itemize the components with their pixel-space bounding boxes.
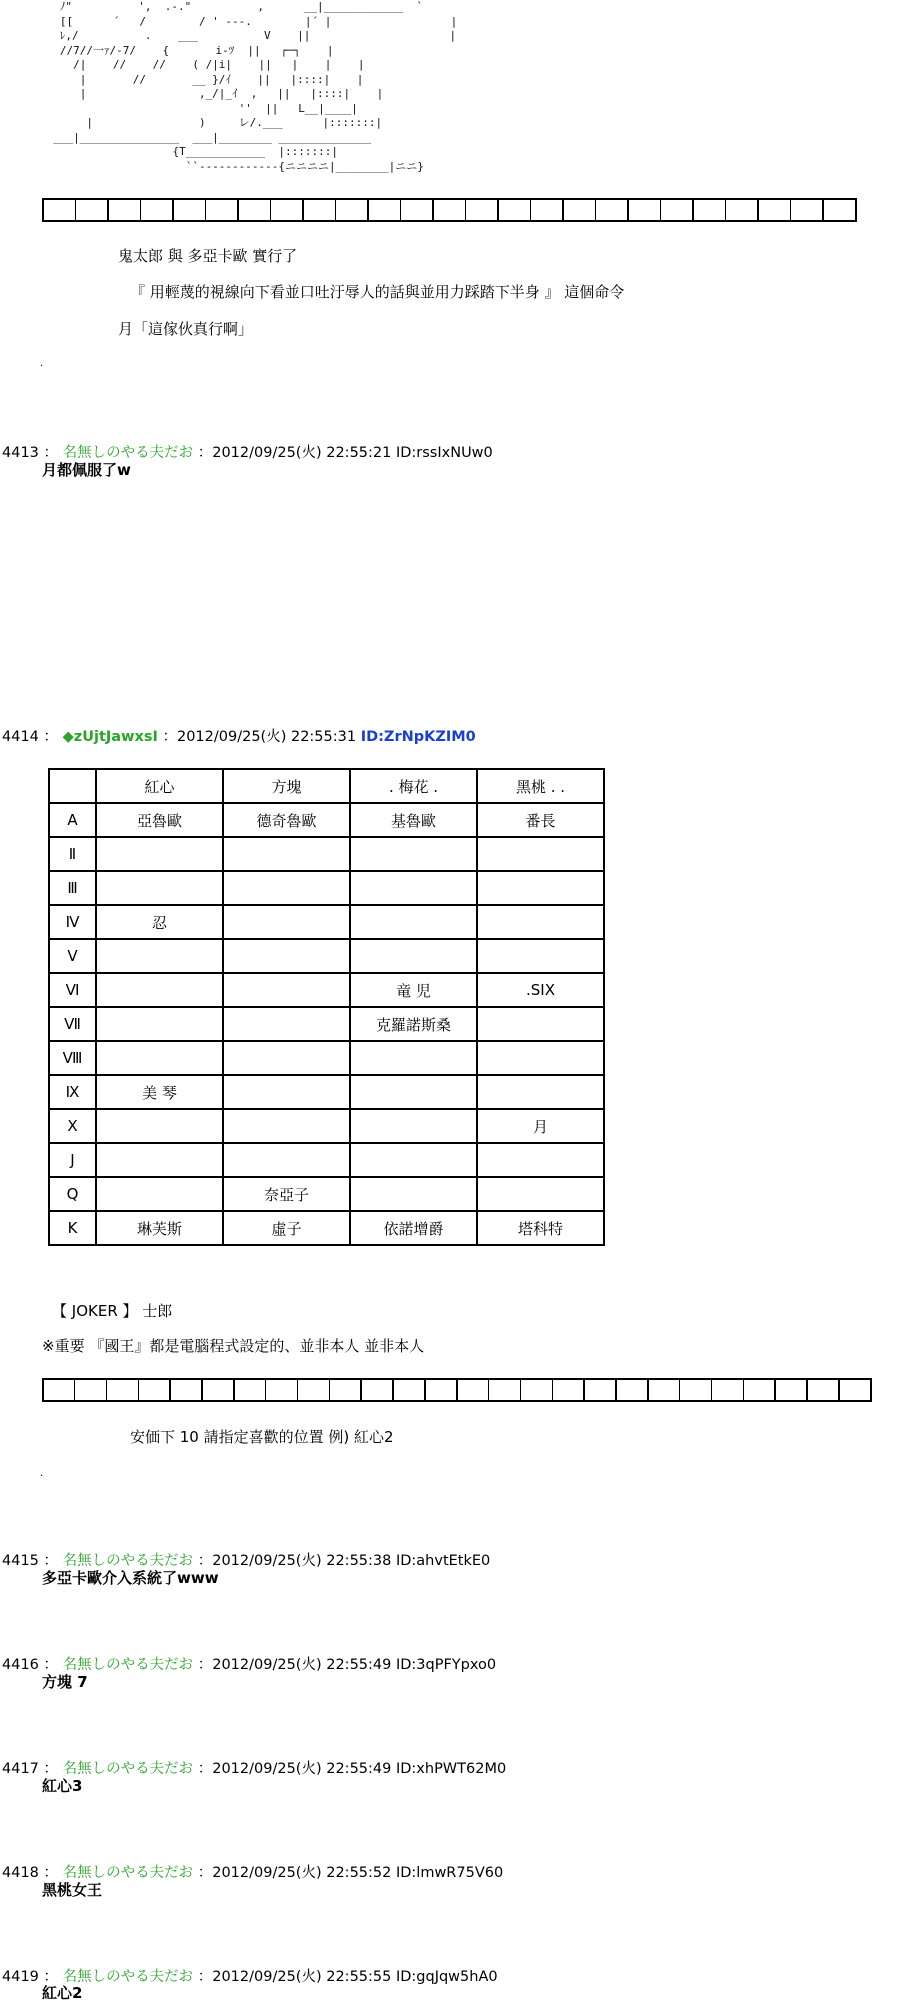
row-label-cell: Ⅹ	[49, 1109, 96, 1143]
table-row	[49, 905, 604, 939]
table-cell	[223, 939, 350, 973]
table-cell	[96, 1041, 223, 1075]
ruler-tick	[855, 200, 857, 220]
poster-name[interactable]: 名無しのやる夫だお	[62, 1865, 194, 1881]
ascii-art-line: '' || L__|____|	[40, 101, 358, 115]
ruler-tick	[360, 1380, 362, 1400]
ruler-tick	[743, 1380, 745, 1400]
table-cell	[96, 1143, 223, 1177]
divider-rule-bottom	[42, 1378, 872, 1402]
ruler-tick	[42, 200, 44, 220]
separator-dot: .	[40, 358, 44, 369]
table-header-cell: . 梅花 .	[350, 769, 477, 803]
table-row	[49, 1075, 604, 1109]
post-body: 月都佩服了w	[42, 461, 131, 479]
ascii-art-line: ``------------{ニニニニ|________|ニニ}	[40, 159, 424, 173]
ruler-tick	[660, 200, 662, 220]
ruler-tick	[335, 200, 337, 220]
ruler-tick	[233, 1380, 235, 1400]
table-cell	[477, 1007, 604, 1041]
ruler-tick	[138, 1380, 140, 1400]
table-cell: 亞魯歐	[96, 803, 223, 837]
ruler-tick	[140, 200, 142, 220]
table-cell	[96, 871, 223, 905]
ruler-tick	[822, 200, 824, 220]
ruler-tick	[497, 200, 499, 220]
poster-name[interactable]: 名無しのやる夫だお	[62, 445, 194, 461]
table-cell: 琳芙斯	[96, 1211, 223, 1245]
ruler-tick	[790, 200, 792, 220]
ruler-tick	[627, 200, 629, 220]
ascii-art-line: | ) レ/.___ |:::::::|	[40, 116, 383, 129]
table-row	[49, 939, 604, 973]
post-body: 多亞卡歐介入系統了www	[42, 1569, 219, 1587]
ascii-art-line: ﾚ,/ . ___ V || |	[40, 29, 457, 42]
table-cell: 依諾增爵	[350, 1211, 477, 1245]
ruler-tick	[392, 1380, 394, 1400]
table-cell	[96, 837, 223, 871]
poster-name[interactable]: 名無しのやる夫だお	[62, 1969, 194, 1985]
row-label-cell: Q	[49, 1177, 96, 1211]
ruler-tick	[552, 1380, 554, 1400]
table-cell: 虛子	[223, 1211, 350, 1245]
row-label-cell: Ⅱ	[49, 837, 96, 871]
post-header: 4419 ： 名無しのやる夫だお ：2012/09/25(火) 22:55:55 ID:gqJqw5hA0	[2, 1969, 498, 1985]
table-cell	[477, 905, 604, 939]
table-header-cell: 紅心	[96, 769, 223, 803]
ruler-tick	[838, 1380, 840, 1400]
post-header: 4413 ： 名無しのやる夫だお ：2012/09/25(火) 22:55:21 ID:rssIxNUw0	[2, 445, 493, 461]
ascii-art-line: //7//一ｧ/-7/ { i-ﾂ || ┌─┐ |	[40, 43, 334, 57]
table-cell: 竜 児	[350, 973, 477, 1007]
ruler-tick	[465, 200, 467, 220]
table-cell	[350, 837, 477, 871]
row-label-cell: Ⅳ	[49, 905, 96, 939]
poster-trip[interactable]: ◆zUjtJawxsI	[62, 729, 158, 745]
ruler-tick	[106, 1380, 108, 1400]
ruler-tick	[107, 200, 109, 220]
table-cell: 塔科特	[477, 1211, 604, 1245]
ascii-art-line: | ,_/|_ｲ , || |::::| |	[40, 87, 384, 100]
ruler-tick	[74, 1380, 76, 1400]
ascii-art-line: ﾉ" ', .-." , __|____________ `	[40, 0, 423, 13]
ruler-tick	[432, 200, 434, 220]
table-cell	[477, 939, 604, 973]
table-cell	[223, 1143, 350, 1177]
row-label-cell: J	[49, 1143, 96, 1177]
ruler-tick	[562, 200, 564, 220]
ruler-tick	[647, 1380, 649, 1400]
row-label-cell: Ⅵ	[49, 973, 96, 1007]
row-label-cell: A	[49, 803, 96, 837]
ruler-tick	[711, 1380, 713, 1400]
table-row	[49, 1041, 604, 1075]
row-label-cell: Ⅷ	[49, 1041, 96, 1075]
ruler-tick	[270, 200, 272, 220]
narration-line-3: 月「這傢伙真行啊」	[118, 320, 254, 338]
row-label-cell: Ⅲ	[49, 871, 96, 905]
post-header: 4418 ： 名無しのやる夫だお ：2012/09/25(火) 22:55:52 ID:lmwR75V60	[2, 1865, 504, 1881]
ruler-tick	[615, 1380, 617, 1400]
row-label-cell: K	[49, 1211, 96, 1245]
table-cell	[477, 1075, 604, 1109]
separator-dot: .	[40, 1468, 44, 1479]
table-header-cell: 方塊	[223, 769, 350, 803]
table-cell	[477, 837, 604, 871]
ruler-tick	[806, 1380, 808, 1400]
table-cell: 番長	[477, 803, 604, 837]
table-row	[49, 1007, 604, 1041]
table-row	[49, 1177, 604, 1211]
table-row	[49, 1143, 604, 1177]
ruler-tick	[679, 1380, 681, 1400]
table-header-row	[49, 769, 604, 803]
ruler-tick	[520, 1380, 522, 1400]
table-cell	[223, 871, 350, 905]
table-cell	[350, 1177, 477, 1211]
ascii-art	[40, 0, 457, 174]
ruler-tick	[302, 200, 304, 220]
table-row	[49, 1211, 604, 1245]
divider-rule-top	[42, 198, 857, 222]
ascii-art-line: /| // // ( /|i| || | | |	[40, 58, 365, 71]
ruler-tick	[169, 1380, 171, 1400]
table-cell	[477, 1041, 604, 1075]
table-cell	[477, 871, 604, 905]
table-cell: 忍	[96, 905, 223, 939]
ruler-tick	[329, 1380, 331, 1400]
table-cell: 奈亞子	[223, 1177, 350, 1211]
poster-name[interactable]: 名無しのやる夫だお	[62, 1657, 194, 1673]
table-row	[49, 871, 604, 905]
table-cell	[223, 905, 350, 939]
ruler-tick	[583, 1380, 585, 1400]
poster-name[interactable]: 名無しのやる夫だお	[62, 1761, 194, 1777]
ascii-art-line: [[ ´ / / ' ---. |´ | |	[40, 14, 458, 28]
post-body: 黑桃女王	[42, 1881, 103, 1899]
ruler-tick	[172, 200, 174, 220]
table-cell: 基魯歐	[350, 803, 477, 837]
card-table	[48, 768, 605, 1246]
table-cell	[223, 1007, 350, 1041]
narration-line-1: 鬼太郎 與 多亞卡歐 實行了	[118, 247, 298, 265]
post-header: 4416 ： 名無しのやる夫だお ：2012/09/25(火) 22:55:49 ID:3qPFYpxo0	[2, 1657, 497, 1673]
ascii-art-line: | // __ }/ｲ || |::::| |	[40, 72, 364, 86]
table-cell	[223, 837, 350, 871]
table-cell: 美 琴	[96, 1075, 223, 1109]
table-cell	[223, 1075, 350, 1109]
ruler-tick	[725, 200, 727, 220]
ruler-tick	[757, 200, 759, 220]
table-cell	[350, 1109, 477, 1143]
table-row	[49, 803, 604, 837]
row-label-cell: Ⅶ	[49, 1007, 96, 1041]
table-header-cell: 黑桃 . .	[477, 769, 604, 803]
table-cell	[96, 939, 223, 973]
post-header: 4417 ： 名無しのやる夫だお ：2012/09/25(火) 22:55:49 ID:xhPWT62M0	[2, 1761, 507, 1777]
ruler-tick	[367, 200, 369, 220]
ascii-art-line: ___|_______________ ___|________ ______________	[40, 130, 372, 144]
ruler-tick	[424, 1380, 426, 1400]
ruler-tick	[237, 200, 239, 220]
joker-line: 【 JOKER 】 士郎	[52, 1302, 173, 1320]
post-header: 4415 ： 名無しのやる夫だお ：2012/09/25(火) 22:55:38 ID:ahvtEtkE0	[2, 1553, 491, 1569]
row-label-cell: Ⅸ	[49, 1075, 96, 1109]
post-body: 紅心3	[42, 1777, 83, 1795]
ruler-tick	[595, 200, 597, 220]
ruler-tick	[400, 200, 402, 220]
table-cell: 月	[477, 1109, 604, 1143]
table-cell	[477, 1177, 604, 1211]
table-row	[49, 1109, 604, 1143]
table-cell	[96, 1177, 223, 1211]
ruler-tick	[75, 200, 77, 220]
table-cell	[477, 1143, 604, 1177]
ruler-tick	[42, 1380, 44, 1400]
table-row	[49, 837, 604, 871]
ruler-tick	[205, 200, 207, 220]
table-cell: .SIX	[477, 973, 604, 1007]
narration-line-2: 『 用輕蔑的視線向下看並口吐汙辱人的話與並用力踩踏下半身 』 這個命令	[130, 283, 625, 301]
table-cell	[350, 1143, 477, 1177]
table-cell	[223, 973, 350, 1007]
ruler-tick	[774, 1380, 776, 1400]
table-cell	[96, 1007, 223, 1041]
post-header: 4414 ： ◆zUjtJawxsI ：2012/09/25(火) 22:55:31 ID:ZrNpKZIM0	[2, 729, 476, 745]
table-cell	[350, 1041, 477, 1075]
row-label-cell: Ⅴ	[49, 939, 96, 973]
table-cell	[96, 1109, 223, 1143]
ruler-tick	[488, 1380, 490, 1400]
anka-instruction: 安価下 10 請指定喜歡的位置 例) 紅心2	[130, 1428, 394, 1446]
table-cell: 德奇魯歐	[223, 803, 350, 837]
ruler-tick	[456, 1380, 458, 1400]
ascii-art-line: {T____________ |:::::::|	[40, 145, 339, 158]
table-cell	[223, 1109, 350, 1143]
table-cell	[350, 939, 477, 973]
table-cell: 克羅諾斯桑	[350, 1007, 477, 1041]
ruler-tick	[530, 200, 532, 220]
ruler-tick	[201, 1380, 203, 1400]
table-cell	[350, 871, 477, 905]
table-row	[49, 973, 604, 1007]
table-cell	[96, 973, 223, 1007]
ruler-tick	[297, 1380, 299, 1400]
post-body: 紅心2	[42, 1984, 83, 2002]
table-header-cell	[49, 769, 96, 803]
post-body: 方塊 7	[42, 1673, 88, 1691]
ruler-tick	[870, 1380, 872, 1400]
poster-name[interactable]: 名無しのやる夫だお	[62, 1553, 194, 1569]
table-cell	[223, 1041, 350, 1075]
ruler-tick	[692, 200, 694, 220]
table-cell	[350, 905, 477, 939]
important-note: ※重要 『國王』都是電腦程式設定的、並非本人 並非本人	[42, 1337, 425, 1355]
ruler-tick	[265, 1380, 267, 1400]
table-cell	[350, 1075, 477, 1109]
